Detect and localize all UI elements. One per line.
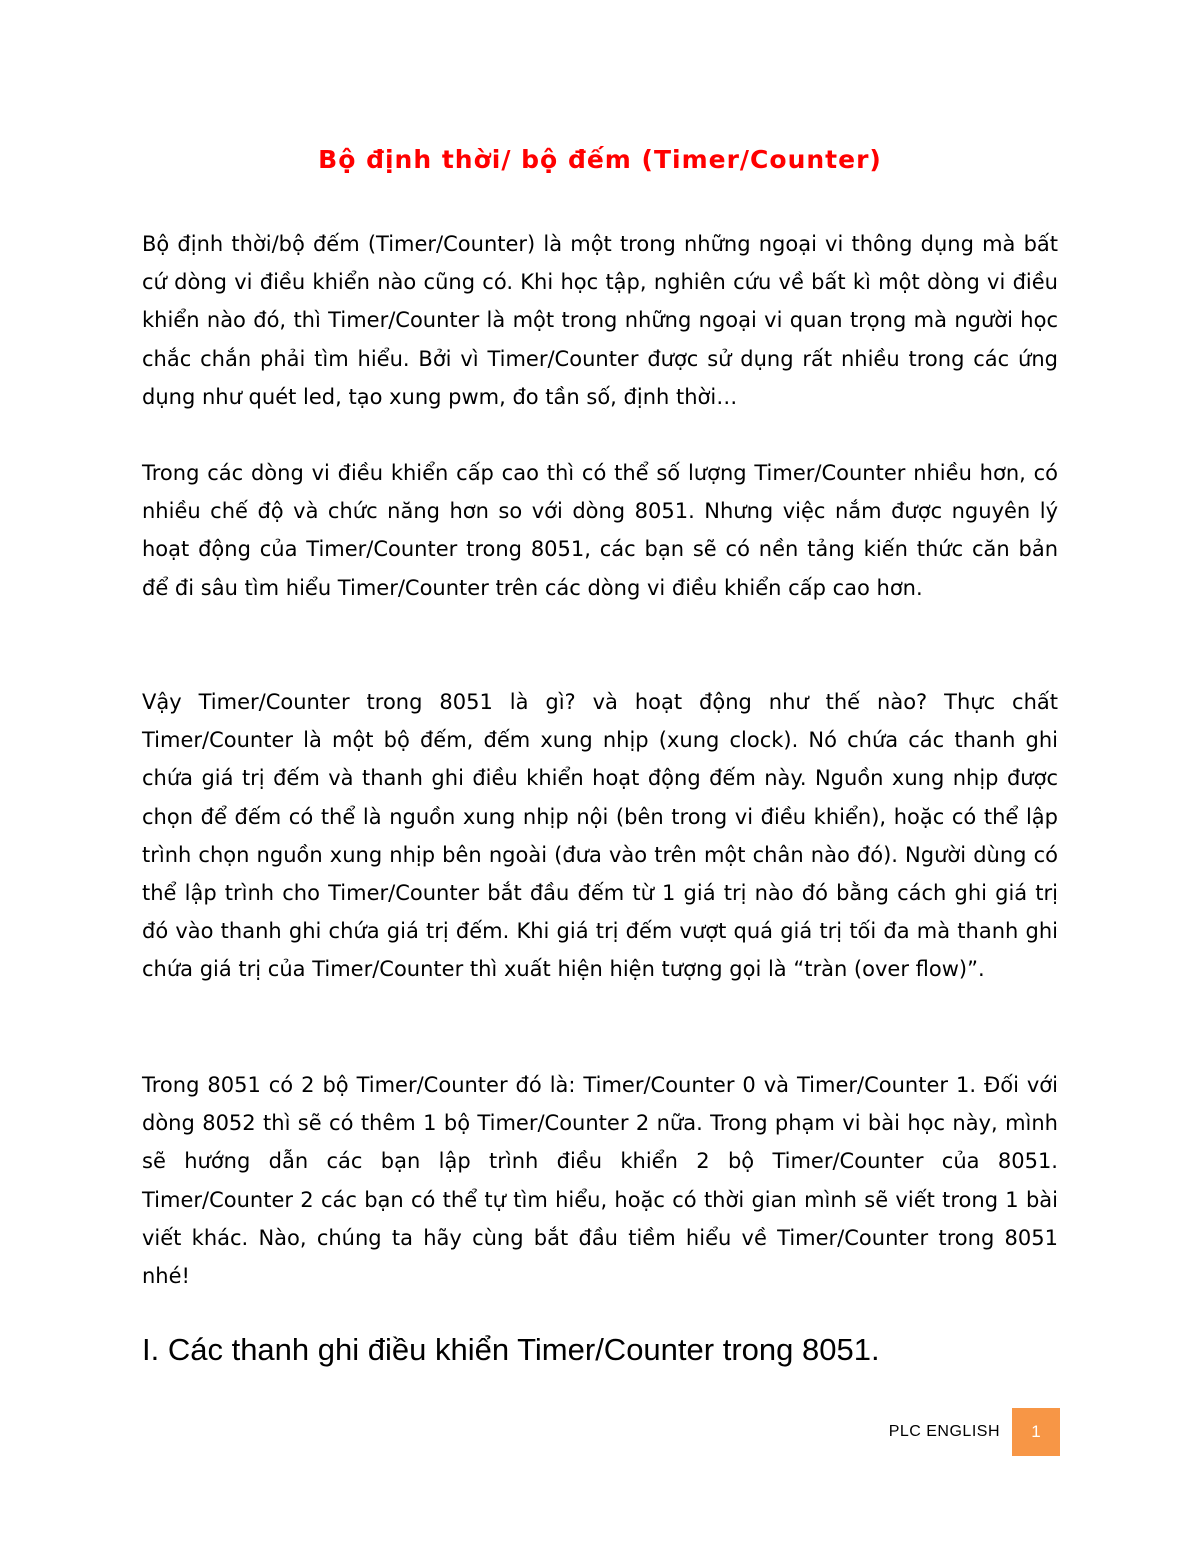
footer-label: PLC ENGLISH bbox=[888, 1423, 1000, 1440]
paragraph-what-is-timer: Vậy Timer/Counter trong 8051 là gì? và hoạt động như thế nào? Thực chất Timer/Counter là một bộ đếm, đếm xung nhịp (xung clock). Nó chứa các thanh ghi chứa giá trị đếm và thanh ghi điều khiển hoạt động đếm này. Nguồn xung nhịp được chọn để đếm có thể là nguồn xung nhịp nội (bên trong vi điều khiển), hoặc có thể lập trình chọn nguồn xung nhịp bên ngoài (đưa vào trên một chân nào đó). Người dùng có thể lập trình cho Timer/Counter bắt đầu đếm từ 1 giá trị nào đó bằng cách ghi giá trị đó vào thanh ghi chứa giá trị đếm. Khi giá trị đếm vượt quá giá trị tối đa mà thanh ghi chứa giá trị của Timer/Counter thì xuất hiện hiện tượng gọi là “tràn (over flow)”. bbox=[142, 690, 1058, 982]
page-number-badge: 1 bbox=[1012, 1408, 1060, 1456]
document-title: Bộ định thời/ bộ đếm (Timer/Counter) bbox=[318, 145, 882, 174]
section-heading: I. Các thanh ghi điều khiển Timer/Counter trong 8051. bbox=[142, 1332, 880, 1367]
paragraph-8051-timers: Trong 8051 có 2 bộ Timer/Counter đó là: Timer/Counter 0 và Timer/Counter 1. Đối với dòng 8052 thì sẽ có thêm 1 bộ Timer/Counter 2 nữa. Trong phạm vi bài học này, mình sẽ hướng dẫn các bạn lập trình điều khiển 2 bộ Timer/Counter của 8051. Timer/Counter 2 các bạn có thể tự tìm hiểu, hoặc có thời gian mình sẽ viết trong 1 bài viết khác. Nào, chúng ta hãy cùng bắt đầu tiềm hiểu về Timer/Counter trong 8051 nhé! bbox=[142, 1073, 1058, 1289]
page-footer bbox=[0, 1408, 1200, 1458]
paragraph-intro: Bộ định thời/bộ đếm (Timer/Counter) là một trong những ngoại vi thông dụng mà bất cứ dòng vi điều khiển nào cũng có. Khi học tập, nghiên cứu về bất kì một dòng vi điều khiển nào đó, thì Timer/Counter là một trong những ngoại vi quan trọng mà người học chắc chắn phải tìm hiểu. Bởi vì Timer/Counter được sử dụng rất nhiều trong các ứng dụng như quét led, tạo xung pwm, đo tần số, định thời… bbox=[142, 232, 1058, 409]
paragraph-advanced-mcu: Trong các dòng vi điều khiển cấp cao thì có thể số lượng Timer/Counter nhiều hơn, có nhiều chế độ và chức năng hơn so với dòng 8051. Nhưng việc nắm được nguyên lý hoạt động của Timer/Counter trong 8051, các bạn sẽ có nền tảng kiến thức căn bản để đi sâu tìm hiểu Timer/Counter trên các dòng vi điều khiển cấp cao hơn. bbox=[142, 461, 1058, 600]
